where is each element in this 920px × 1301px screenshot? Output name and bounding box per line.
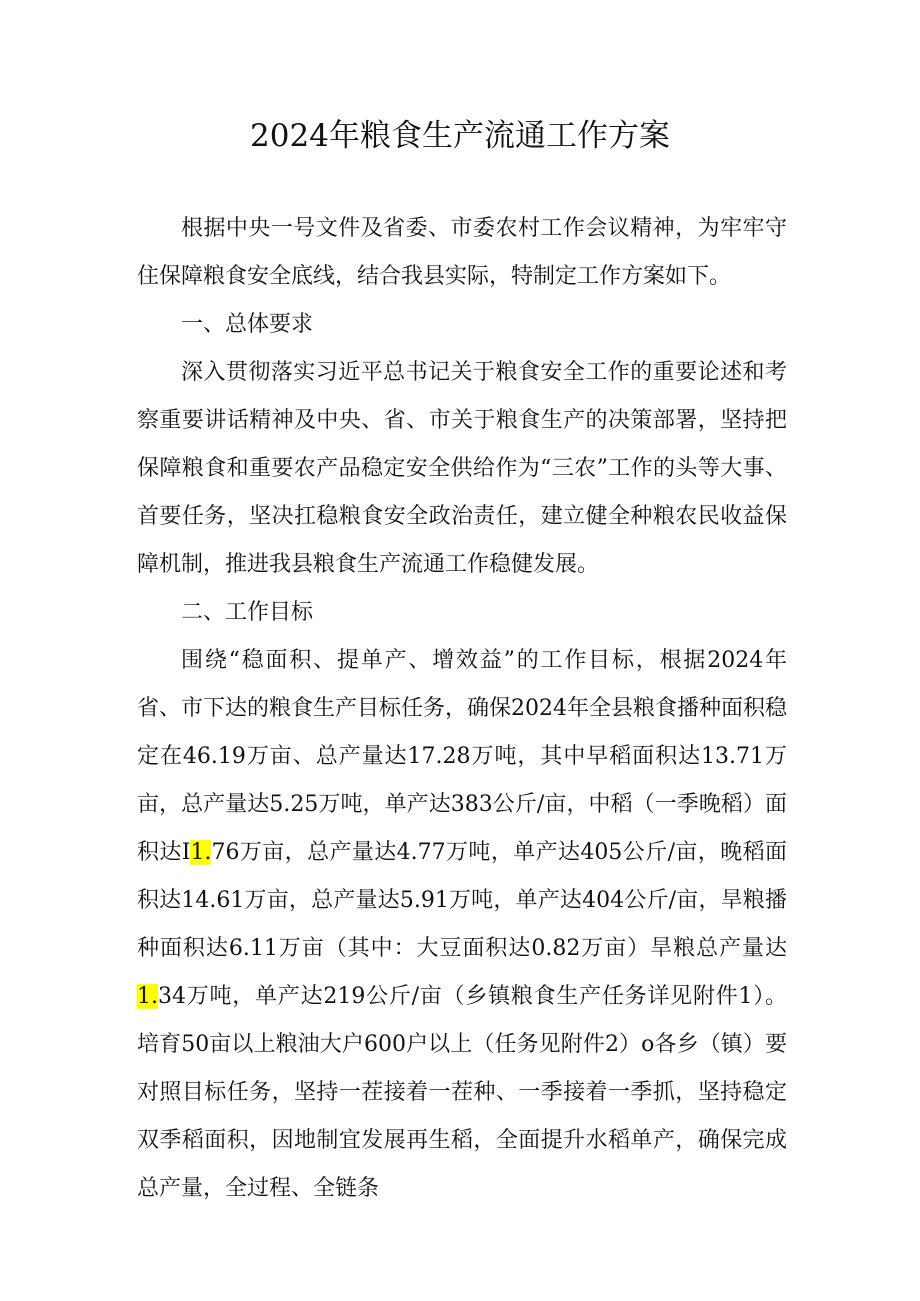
section1-paragraph: 深入贯彻落实习近平总书记关于粮食安全工作的重要论述和考察重要讲话精神及中央、省、市关于粮食生产的决策部署，坚持把保障粮食和重要农产品稳定安全供给作为“三农”工作的头等大事、首要任务，坚决扛稳粮食安全政治责任，建立健全种粮农民收益保障机制，推进我县粮食生产流通工作稳健发展。 <box>137 360 787 577</box>
document-title: 2024年粮食生产流通工作方案 <box>250 118 670 154</box>
intro-paragraph: 根据中央一号文件及省委、市委农村工作会议精神，为牢牢守住保障粮食安全底线，结合我县实际，特制定工作方案如下。 <box>137 216 787 289</box>
section1-heading: 一、总体要求 <box>181 312 314 337</box>
document-body <box>137 205 787 1213</box>
highlight-mark-2: 1. <box>137 984 158 1009</box>
section2-text-part1: 围绕“稳面积、提单产、增效益”的工作目标，根据2024年省、市下达的粮食生产目标任务，确保2024年全县粮食播种面积稳定在46.19万亩、总产量达17.28万吨，其中早稻面积达13.71万亩，总产量达5.25万吨，单产达383公斤/亩，中稻（一季晚稻）面积达I <box>137 648 787 865</box>
section2-text-part3: 34万吨，单产达219公斤/亩（乡镇粮食生产任务详见附件1）。培育50亩以上粮油大户600户以上（任务见附件2）o各乡（镇）要对照目标任务，坚持一茬接着一茬种、一季接着一季抓，坚持稳定双季稻面积，因地制宜发展再生稻，全面提升水稻单产，确保完成总产量，全过程、全链条 <box>137 984 787 1201</box>
section2-paragraph <box>137 637 787 1213</box>
highlight-mark-1: 1. <box>190 840 212 865</box>
section2-text-part2: 76万亩，总产量达4.77万吨，单产达405公斤/亩，晚稻面积达14.61万亩，总产量达5.91万吨，单产达404公斤/亩，旱粮播种面积达6.11万亩（其中：大豆面积达0.82万亩）旱粮总产量达 <box>137 840 787 961</box>
section2-heading: 二、工作目标 <box>181 600 314 625</box>
